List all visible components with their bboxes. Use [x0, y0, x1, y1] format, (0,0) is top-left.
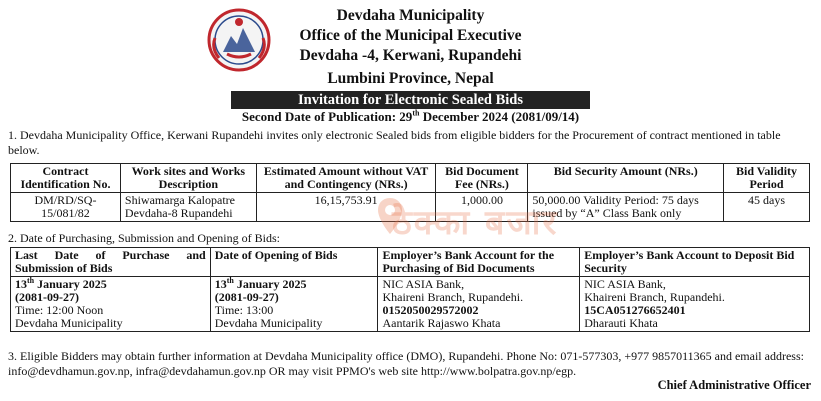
doc-fee-cell: 1,000.00: [436, 193, 528, 222]
col-header-bid-security: Bid Security Amount (NRs.): [528, 164, 724, 193]
contract-id-cell: DM/RD/SQ-15/081/82: [11, 193, 121, 222]
office-name: Office of the Municipal Executive: [299, 27, 522, 44]
last-date-cell: 13th January 2025 (2081-09-27) Time: 12:00 Noon Devdaha Municipality: [11, 277, 211, 332]
col-header-validity: Bid Validity Period: [724, 164, 810, 193]
notice-title: Invitation for Electronic Sealed Bids: [231, 91, 590, 109]
opening-date-cell: 13th January 2025 (2081-09-27) Time: 13:00 Devdaha Municipality: [210, 277, 378, 332]
office-address: Devdaha -4, Kerwani, Rupandehi: [299, 47, 522, 64]
col-header-doc-fee: Bid Document Fee (NRs.): [436, 164, 528, 193]
watermark-text: ठेक्का बजार: [392, 203, 559, 243]
col-header-estimated-amount: Estimated Amount without VAT and Contingency (NRs.): [256, 164, 436, 193]
dates-accounts-table: [10, 247, 810, 332]
col-header-deposit-account: Employer’s Bank Account to Deposit Bid Security: [580, 248, 810, 277]
work-sites-cell: Shiwamarga Kalopatre Devdaha-8 Rupandehi: [120, 193, 256, 222]
col-header-contract-id: Contract Identification No.: [11, 164, 121, 193]
bid-security-cell: 50,000.00 Validity Period: 75 days issued by “A” Class Bank only: [528, 193, 724, 222]
province-country: Lumbini Province, Nepal: [327, 70, 494, 87]
table-header-row: [11, 164, 810, 193]
col-header-opening-date: Date of Opening of Bids: [210, 248, 378, 277]
col-header-work-sites: Work sites and Works Description: [120, 164, 256, 193]
col-header-purchase-account: Employer’s Bank Account for the Purchasing of Bid Documents: [378, 248, 580, 277]
table-header-row: [11, 248, 810, 277]
dates-section-heading: 2. Date of Purchasing, Submission and Opening of Bids:: [8, 231, 280, 245]
municipality-name: Devdaha Municipality: [336, 7, 485, 24]
col-header-last-date: Last Date of Purchase and Submission of Bids: [11, 248, 211, 277]
signature-title: Chief Administrative Officer: [657, 378, 811, 392]
deposit-account-cell: NIC ASIA Bank, Khaireni Branch, Rupandehi. 15CA051276652401 Dharauti Khata: [580, 277, 810, 332]
validity-cell: 45 days: [724, 193, 810, 222]
contact-paragraph: 3. Eligible Bidders may obtain further information at Devdaha Municipality office (DMO), Rupandehi. Phone No: 071-577303, +977 9857011365 and email address: info@devdhamun.gov.np, infra@devdahamun.gov.np OR may visit PPMO's web site http://www.bolpatra.gov.np/egp.: [8, 349, 804, 378]
purchase-account-cell: NIC ASIA Bank, Khaireni Branch, Rupandehi. 0152050029572002 Aantarik Rajaswo Khata: [378, 277, 580, 332]
publication-date: Second Date of Publication: 29th December 2024 (2081/09/14): [241, 108, 580, 124]
estimated-amount-cell: 16,15,753.91: [256, 193, 436, 222]
table-row: [11, 277, 810, 332]
intro-paragraph: 1. Devdaha Municipality Office, Kerwani Rupandehi invites only electronic Sealed bids from eligible bidders for the Procurement of contract mentioned in table below.: [8, 128, 781, 157]
